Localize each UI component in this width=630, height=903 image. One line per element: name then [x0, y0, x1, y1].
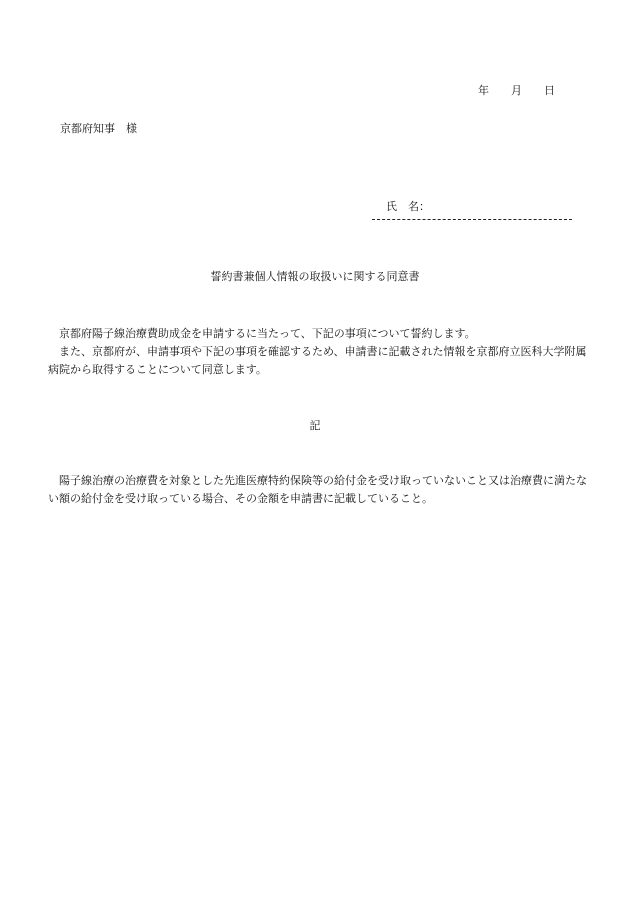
date-day: 日 — [544, 84, 555, 97]
document-title: 誓約書兼個人情報の取扱いに関する同意書 — [210, 270, 420, 283]
consent-paragraph: また、京都府が、申請事項や下記の事項を確認するため、申請書に記載された情報を京都府立医科大学附属病院から取得することについて同意します。 — [48, 345, 587, 376]
addressee: 京都府知事 様 — [60, 122, 137, 135]
section-mark: 記 — [309, 419, 321, 432]
pledge-paragraph: 京都府陽子線治療費助成金を申請するに当たって、下記の事項について誓約します。 — [48, 327, 476, 340]
name-signature-line — [372, 219, 572, 220]
date-line — [478, 82, 555, 98]
date-year: 年 — [478, 84, 489, 97]
name-label: 氏 名： — [386, 200, 430, 213]
pledge-item: 陽子線治療の治療費を対象とした先進医療特約保険等の給付金を受け取っていないこと又は治療費に満たない額の給付金を受け取っている場合、その金額を申請書に記載していること。 — [48, 474, 587, 505]
date-month: 月 — [511, 84, 522, 97]
